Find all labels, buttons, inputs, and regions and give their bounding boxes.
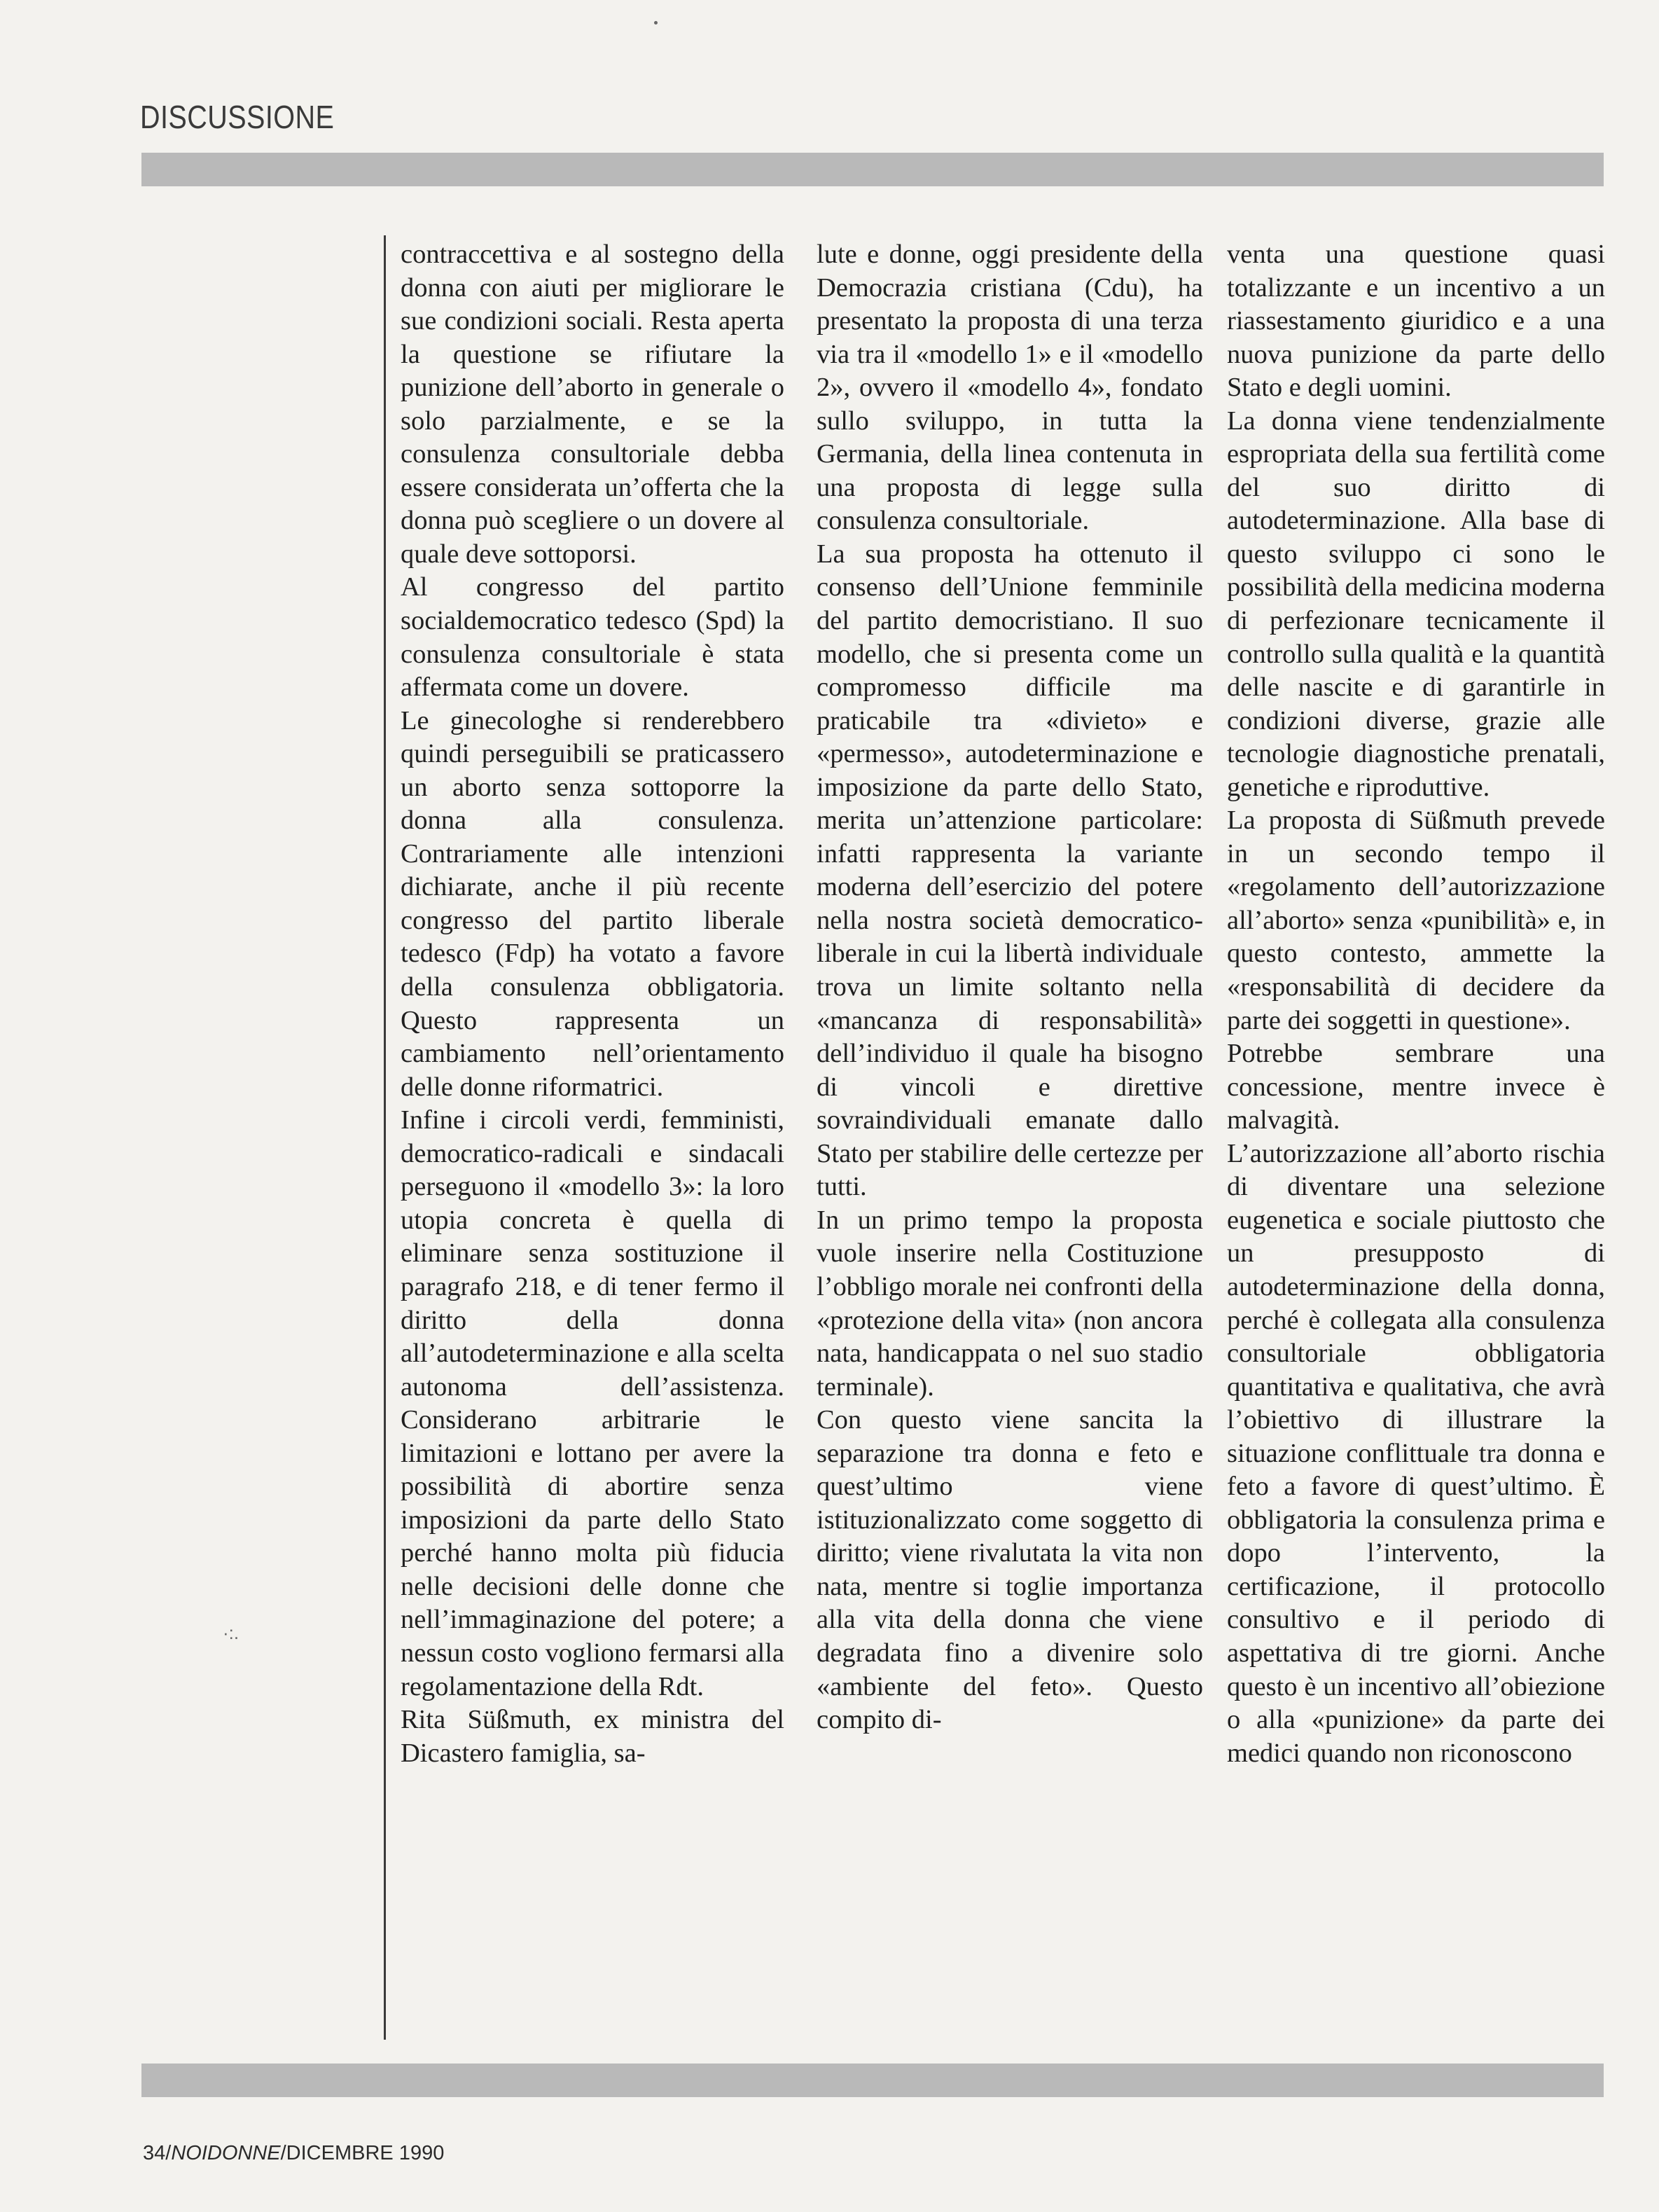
- margin-mark: ·:.: [223, 1622, 240, 1643]
- paragraph: Con questo viene sancita la separazione tra donna e feto e quest’ultimo viene istituzionalizzato come soggetto di diritto; viene rivalutata la vita non nata, mentre si toglie importanza alla vita della donna che viene degradata fino a divenire solo «ambiente del feto». Questo compito di-: [817, 1405, 1203, 1735]
- paragraph: venta una questione quasi totalizzante e un incentivo a un riassestamento giuridico e a una nuova punizione da parte dello Stato e degli uomini.: [1227, 240, 1605, 403]
- paragraph: Le ginecologhe si renderebbero quindi perseguibili se praticassero un aborto senza sottoporre la donna alla consulenza. Contrariamente alle intenzioni dichiarate, anche il più recente congresso del partito liberale tedesco (Fdp) ha votato a favore della consulenza obbligatoria. Questo rappresenta un cambiamento nell’orientamento delle donne riformatrici.: [401, 705, 784, 1102]
- issue-date: /DICEMBRE 1990: [280, 2142, 445, 2164]
- column-rule: [384, 235, 386, 2040]
- magazine-name: NOIDONNE: [171, 2142, 281, 2164]
- top-gray-bar: [141, 153, 1604, 186]
- paragraph: contraccettiva e al sostegno della donna con aiuti per migliorare le sue condizioni sociali. Resta aperta la questione se rifiutare la punizione dell’aborto in generale o solo parzialmente, e se la consulenza consultoriale debba essere considerata un’offerta che la donna può scegliere o un dovere al quale deve sottoporsi.: [401, 240, 784, 569]
- paragraph: La sua proposta ha ottenuto il consenso dell’Unione femminile del partito democristiano. Il suo modello, che si presenta come un compromesso difficile ma praticabile tra «divieto» e «permesso», autodeterminazione e imposizione da parte dello Stato, merita un’attenzione particolare: infatti rappresenta la variante moderna dell’esercizio del potere nella nostra società democratico-liberale in cui la libertà individuale trova un limite soltanto nella «mancanza di responsabilità» dell’individuo il quale ha bisogno di vincoli e direttive sovraindividuali emanate dallo Stato per stabilire delle certezze per tutti.: [817, 539, 1203, 1202]
- article-column-3: [1227, 238, 1605, 1770]
- paragraph: La donna viene tendenzialmente espropriata della sua fertilità come del suo diritto di autodeterminazione. Alla base di questo sviluppo ci sono le possibilità della medicina moderna di perfezionare tecnicamente il controllo sulla qualità e la quantità delle nascite e di garantirle in condizioni diverse, grazie alle tecnologie diagnostiche prenatali, genetiche e riproduttive.: [1227, 406, 1605, 802]
- article-column-2: [817, 238, 1203, 1737]
- section-label: DISCUSSIONE: [140, 99, 335, 135]
- article-column-1: [401, 238, 784, 1770]
- paragraph: L’autorizzazione all’aborto rischia di diventare una selezione eugenetica e sociale piuttosto che un presupposto di autodeterminazione della donna, perché è collegata alla consulenza consultoriale obbligatoria quantitativa e qualitativa, che avrà l’obiettivo di illustrare la situazione conflittuale tra donna e feto a favore di quest’ultimo. È obbligatoria la consulenza prima e dopo l’intervento, la certificazione, il protocollo consultivo e il periodo di aspettativa di tre giorni. Anche questo è un incentivo all’obiezione o alla «punizione» da parte dei medici quando non riconoscono: [1227, 1138, 1605, 1768]
- paragraph: lute e donne, oggi presidente della Democrazia cristiana (Cdu), ha presentato la proposta di una terza via tra il «modello 1» e il «modello 2», ovvero il «modello 4», fondato sullo sviluppo, in tutta la Germania, della linea contenuta in una proposta di legge sulla consulenza consultoriale.: [817, 240, 1203, 536]
- page-number: 34/: [143, 2142, 172, 2164]
- scan-speck: [654, 21, 658, 25]
- paragraph: In un primo tempo la proposta vuole inserire nella Costituzione l’obbligo morale nei confronti della «protezione della vita» (non ancora nata, handicappata o nel suo stadio terminale).: [817, 1205, 1203, 1402]
- paragraph: Al congresso del partito socialdemocratico tedesco (Spd) la consulenza consultoriale è stata affermata come un dovere.: [401, 572, 784, 703]
- paragraph: Potrebbe sembrare una concessione, mentre invece è malvagità.: [1227, 1039, 1605, 1135]
- bottom-gray-bar: [141, 2064, 1604, 2097]
- paragraph: La proposta di Süßmuth prevede in un secondo tempo il «regolamento dell’autorizzazione all’aborto» senza «punibilità» e, in questo contesto, ammette la «responsabilità di decidere da parte dei soggetti in questione».: [1227, 806, 1605, 1035]
- paragraph: Infine i circoli verdi, femministi, democratico-radicali e sindacali perseguono il «modello 3»: la loro utopia concreta è quella di eliminare senza sostituzione il paragrafo 218, e di tener fermo il diritto della donna all’autodeterminazione e alla scelta autonoma dell’assistenza. Considerano arbitrarie le limitazioni e lottano per avere la possibilità di abortire senza imposizioni da parte dello Stato perché hanno molta più fiducia nelle decisioni delle donne che nell’immaginazione del potere; a nessun costo vogliono fermarsi alla regolamentazione della Rdt.: [401, 1105, 784, 1701]
- paragraph: Rita Süßmuth, ex ministra del Dicastero famiglia, sa-: [401, 1705, 784, 1768]
- page-footer: [143, 2142, 444, 2165]
